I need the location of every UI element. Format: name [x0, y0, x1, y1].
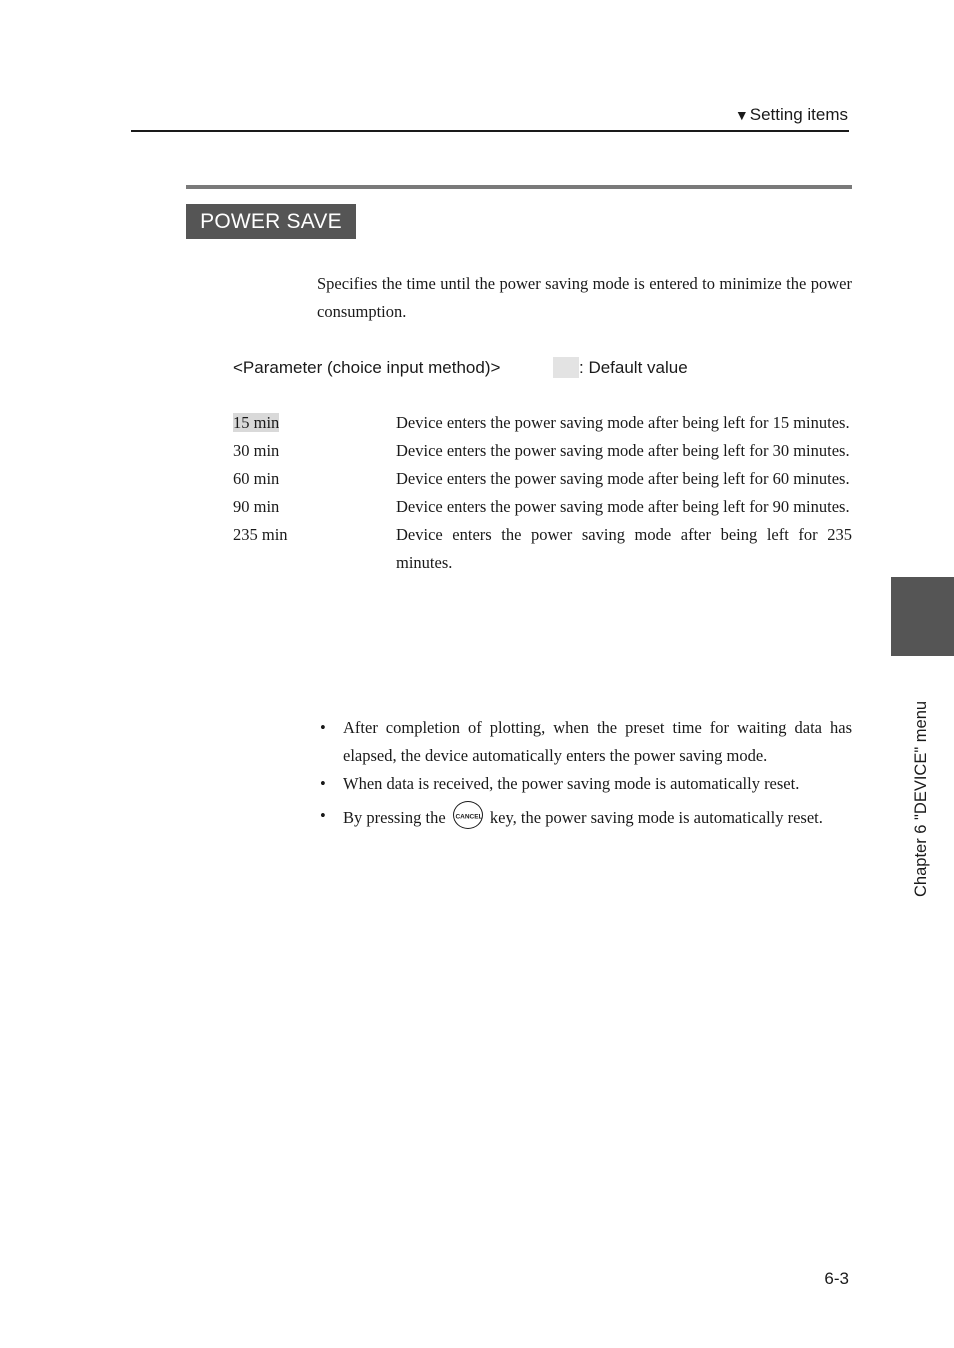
note-item [317, 770, 852, 798]
triangle-down-icon: ▼ [734, 107, 749, 123]
option-row [233, 493, 852, 521]
option-description: Device enters the power saving mode after being left for 15 minutes. [396, 413, 850, 432]
option-description: Device enters the power saving mode after being left for 30 minutes. [396, 441, 850, 460]
options-list [233, 409, 852, 577]
chapter-tab [891, 577, 954, 656]
note-text [343, 801, 852, 833]
bullet: • [320, 718, 326, 737]
option-value: 235 min [233, 525, 288, 544]
section-rule [186, 185, 852, 189]
option-value: 90 min [233, 497, 280, 516]
section-description: Specifies the time until the power saving mode is entered to minimize the power consumption. [317, 274, 852, 321]
section-title: POWER SAVE [186, 204, 356, 239]
cancel-key-label: CANCEL [455, 813, 483, 821]
option-row [233, 437, 852, 465]
bullet: • [320, 806, 326, 825]
option-description: Device enters the power saving mode after being left for 235 minutes. [396, 525, 852, 572]
cancel-key-icon [453, 801, 483, 829]
cancel-key-glyph [454, 802, 484, 830]
option-value: 60 min [233, 469, 280, 488]
bullet: • [320, 774, 326, 793]
notes-list [317, 714, 852, 833]
running-header [735, 105, 848, 125]
note-text: When data is received, the power saving mode is automatically reset. [343, 774, 800, 793]
option-value-default: 15 min [233, 413, 280, 432]
note-item [317, 714, 852, 770]
default-value-legend: : Default value [579, 358, 688, 377]
note-text-after: key, the power saving mode is automatically reset. [489, 808, 823, 827]
running-title: Setting items [749, 105, 848, 124]
note-item [317, 801, 852, 833]
option-description: Device enters the power saving mode after being left for 90 minutes. [396, 497, 850, 516]
parameter-heading: <Parameter (choice input method)> [233, 358, 501, 377]
option-value: 30 min [233, 441, 280, 460]
option-description: Device enters the power saving mode after being left for 60 minutes. [396, 469, 850, 488]
note-text-before: By pressing the [343, 808, 446, 827]
note-text: After completion of plotting, when the preset time for waiting data has elapsed, the device automatically enters the power saving mode. [343, 718, 852, 765]
chapter-label: Chapter 6 "DEVICE" menu [912, 700, 930, 897]
option-row [233, 521, 852, 577]
option-row [233, 409, 852, 437]
header-rule [131, 130, 849, 132]
option-row [233, 465, 852, 493]
page-number: 6-3 [824, 1269, 849, 1288]
default-value-swatch [553, 357, 579, 378]
